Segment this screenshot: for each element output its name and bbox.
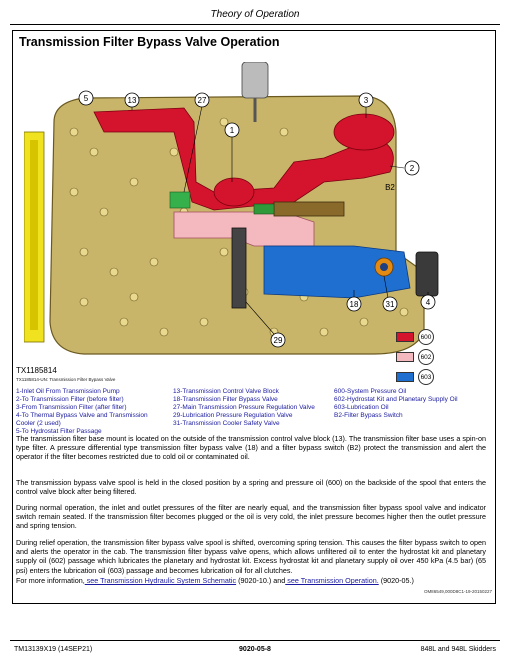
callout-18-text: 18	[349, 300, 359, 309]
link-transmission-operation[interactable]: see Transmission Operation.	[285, 576, 379, 585]
callout-5	[79, 91, 93, 105]
legend-col-3	[334, 388, 486, 420]
legend-item: 4-To Thermal Bypass Valve and Transmission Cooler (2 used)	[16, 412, 148, 427]
connector-strip-inner	[30, 140, 38, 330]
legend-item: 18-Transmission Filter Bypass Valve	[173, 396, 278, 403]
pump-inlet-port	[214, 178, 254, 206]
legend-col-1	[16, 388, 166, 436]
footer-page-number: 9020-05-8	[239, 646, 271, 653]
key-602-swatch	[396, 352, 414, 362]
header-title: Theory of Operation	[210, 9, 300, 20]
link-hydraulic-schematic[interactable]: see Transmission Hydraulic System Schematic	[84, 576, 237, 585]
key-603-label: 603	[418, 369, 434, 385]
more-info-suffix: (9020-05.)	[378, 576, 414, 585]
page-header	[0, 0, 510, 28]
paragraph-spool-closed: The transmission bypass valve spool is held in the closed position by a spring and pressure oil (600) on the backside of the spool that enters the control valve block after being filtered.	[16, 478, 486, 497]
more-info-mid: (9020-10.) and	[236, 576, 286, 585]
cooler-safety-valve-core	[380, 263, 388, 271]
callout-1-text: 1	[229, 126, 235, 135]
legend-item: 3-From Transmission Filter (after filter)	[16, 404, 127, 411]
legend-item: 13-Transmission Control Valve Block	[173, 388, 279, 395]
paragraph-more-info	[16, 576, 486, 585]
legend-item: 29-Lubrication Pressure Regulation Valve	[173, 412, 293, 419]
legend-item: 600-System Pressure Oil	[334, 388, 407, 395]
figure-id-label: TX1185814	[16, 366, 57, 375]
key-600-label: 600	[418, 329, 434, 345]
footer-rule	[10, 640, 500, 641]
legend-item: B2-Filter Bypass Switch	[334, 412, 403, 419]
footer-manual-id: TM13139X19 (14SEP21)	[14, 646, 93, 653]
legend-item: 1-Inlet Oil From Transmission Pump	[16, 388, 120, 395]
page-footer	[0, 640, 510, 660]
paragraph-relief-operation: During relief operation, the transmission filter bypass valve spool is shifted, overcoming spring tension. This causes the filter bypass switch to open and alerts the operator in the cab. The transmission filter bypass valve opens, which allows unfiltered oil to enter the hydrostat kit and planetary supply oil (602) passage which lubricates the planetary and hydrostat kit. Excess hydrostat kit and planetary supply oil over 450 kPa (4.5 bar) (65 psi) enters the lubrication oil (603) passage and becomes lubrication oil for all clutches.	[16, 538, 486, 575]
paragraph-filter-base: The transmission filter base mount is located on the outside of the transmission control valve block (13). The transmission filter base uses a spin-on type filter. A pressure differential type transmission filter bypass valve (18) and a filter bypass switch (B2) protect the transmission and alert the operator if the filter becomes restricted due to cold oil or contaminated oil.	[16, 434, 486, 462]
pressure-sensor	[242, 62, 268, 98]
regulation-valve-green	[170, 192, 190, 208]
footer-model: 848L and 948L Skidders	[420, 646, 496, 653]
callout-31-text: 31	[385, 300, 395, 309]
callout-5-text: 5	[83, 94, 89, 103]
filter-outlet-port	[334, 114, 394, 150]
legend-item: 2-To Transmission Filter (before filter)	[16, 396, 124, 403]
figure-caption: TX1185814-UN: Transmission Filter Bypass Valve	[16, 377, 116, 382]
legend-col-2	[173, 388, 323, 428]
legend-item: 602-Hydrostat Kit and Planetary Supply Oil	[334, 396, 458, 403]
document-code: OM86549,000D8C1-19-20150227	[423, 589, 492, 594]
valve-block-illustration	[24, 62, 444, 362]
callout-27-text: 27	[197, 96, 207, 105]
key-600-swatch	[396, 332, 414, 342]
bypass-valve-spool	[274, 202, 344, 216]
legend-item: 603-Lubrication Oil	[334, 404, 389, 411]
header-rule	[10, 24, 500, 25]
bypass-switch-body	[254, 204, 274, 214]
legend-item: 5-To Hydrostat Filter Passage	[16, 428, 102, 435]
callout-4-text: 4	[425, 298, 431, 307]
callout-b2-text: B2	[385, 183, 395, 192]
callout-13-text: 13	[127, 96, 137, 105]
legend-item: 31-Transmission Cooler Safety Valve	[173, 420, 280, 427]
callout-29-text: 29	[273, 336, 283, 345]
callout-2-text: 2	[409, 164, 415, 173]
electrical-connector	[416, 252, 438, 296]
callout-3-text: 3	[363, 96, 369, 105]
paragraph-normal-operation: During normal operation, the inlet and outlet pressures of the filter are nearly equal, and the transmission filter bypass spool valve and indicator switch remain seated. If the transmission filter becomes plugged or the oil is very cold, the inlet pressure becomes higher then the outlet pressure and spring tension.	[16, 503, 486, 531]
lube-regulator-spool	[232, 228, 246, 308]
legend-item: 27-Main Transmission Pressure Regulation Valve	[173, 404, 315, 411]
more-info-prefix: For more information,	[16, 576, 85, 585]
key-602-label: 602	[418, 349, 434, 365]
key-603-swatch	[396, 372, 414, 382]
section-title: Transmission Filter Bypass Valve Operation	[19, 35, 280, 49]
